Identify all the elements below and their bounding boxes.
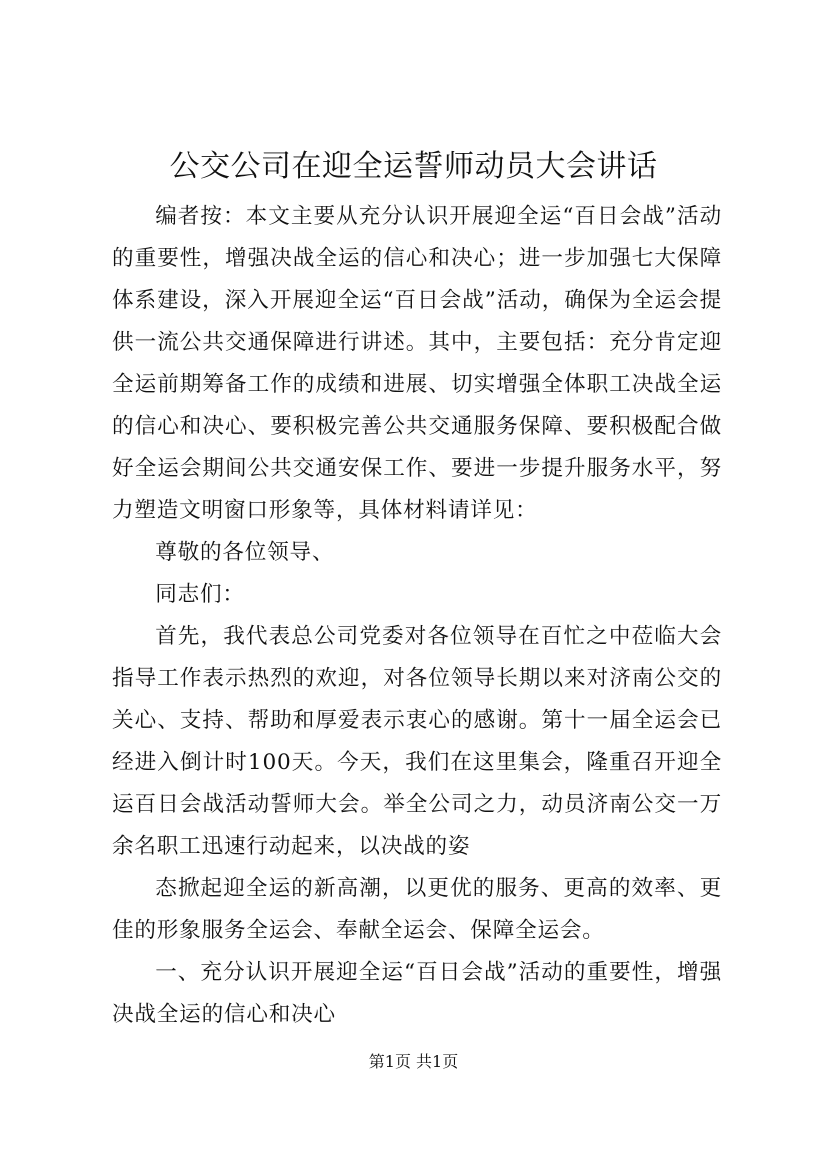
salutation-leaders: 尊敬的各位领导、	[155, 540, 335, 565]
section-heading-one: 一、充分认识开展迎全运“百日会战”活动的重要性，增强决战全运的信心和决心	[112, 960, 722, 1027]
document-title: 公交公司在迎全运誓师动员大会讲话	[169, 149, 658, 184]
document-body	[112, 196, 722, 1036]
opening-paragraph: 首先，我代表总公司党委对各位领导在百忙之中莅临大会指导工作表示热烈的欢迎，对各位领导长期以来对济南公交的关心、支持、帮助和厚爱表示衷心的感谢。第十一届全运会已经进入倒计时100天。今天，我们在这里集会，隆重召开迎全运百日会战活动誓师大会。举全公司之力，动员济南公交一万余名职工迅速行动起来，以决战的姿	[112, 624, 722, 859]
salutation-comrades: 同志们：	[155, 582, 245, 607]
page-footer: 第1页 共1页	[368, 1052, 459, 1071]
continuation-paragraph: 态掀起迎全运的新高潮，以更优的服务、更高的效率、更佳的形象服务全运会、奉献全运会、保障全运会。	[112, 876, 722, 943]
editor-note-paragraph: 编者按：本文主要从充分认识开展迎全运“百日会战”活动的重要性，增强决战全运的信心和决心；进一步加强七大保障体系建设，深入开展迎全运“百日会战”活动，确保为全运会提供一流公共交通保障进行讲述。其中，主要包括：充分肯定迎全运前期筹备工作的成绩和进展、切实增强全体职工决战全运的信心和决心、要积极完善公共交通服务保障、要积极配合做好全运会期间公共交通安保工作、要进一步提升服务水平，努力塑造文明窗口形象等，具体材料请详见：	[112, 204, 722, 523]
